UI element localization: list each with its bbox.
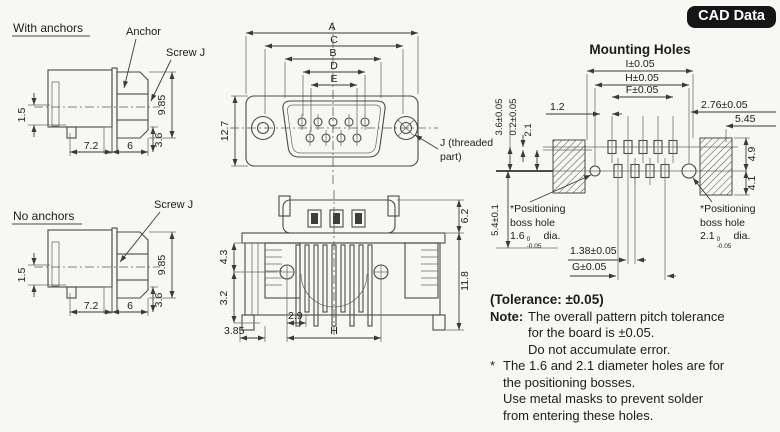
dim-5-45: 5.45: [735, 113, 756, 125]
side-view-no-anchors: [8, 194, 233, 354]
boss-label-line1: *Positioning: [510, 203, 566, 215]
dim-7-2: 7.2: [83, 300, 99, 312]
dim-1-2: 1.2: [550, 101, 565, 113]
dim-c: C: [330, 34, 338, 46]
view-title: With anchors: [13, 21, 84, 35]
boss-label-line2: boss hole: [700, 216, 745, 229]
mounting-holes-title: Mounting Holes: [589, 42, 691, 57]
dim-4-1: 4.1: [746, 175, 758, 191]
dimension-height: [219, 96, 248, 166]
dim-11-8: 11.8: [459, 271, 471, 291]
dim-7-2: 7.2: [83, 140, 99, 152]
view-title: No anchors: [13, 209, 75, 223]
dim-6-2: 6.2: [459, 208, 471, 224]
mounting-holes-view: [488, 30, 780, 292]
note-line2: for the board is ±0.05.: [528, 325, 655, 340]
dim-g: G±0.05: [572, 261, 607, 273]
note-label: Note:: [490, 308, 524, 324]
boss-label-right: [700, 203, 780, 251]
dim-3-2: 3.2: [218, 290, 230, 306]
front-view: [219, 8, 507, 193]
dim-h: H±0.05: [625, 72, 659, 84]
dim-2-76: 2.76±0.05: [701, 99, 748, 111]
dim-6: 6: [127, 140, 133, 152]
note-line1: The overall pattern pitch tolerance: [528, 308, 725, 324]
screw-callout: Screw J: [166, 47, 206, 59]
dim-b: B: [329, 47, 337, 59]
dim-3-6t: 3.6±0.05: [494, 98, 505, 136]
dim-12-7: 12.7: [219, 120, 231, 142]
j-threaded-label-line2: part): [440, 151, 462, 163]
dim-e: E: [330, 73, 338, 85]
side-view-with-anchors: [8, 8, 233, 193]
dim-6: 6: [127, 300, 133, 312]
footnote-line1: The 1.6 and 2.1 diameter holes are for: [503, 358, 725, 373]
connector-outline: [242, 190, 445, 336]
dimensions: [16, 232, 176, 316]
dim-9-85: 9.85: [156, 254, 168, 276]
dim-9-85: 9.85: [156, 94, 168, 116]
pins: [298, 114, 369, 146]
dim-1-38: 1.38±0.05: [570, 245, 617, 257]
dim-d: D: [330, 60, 338, 72]
dim-1-5: 1.5: [16, 107, 28, 123]
dimensions-right: [734, 138, 758, 195]
boss-label-line3: 1.6 0 -0.05 dia.: [510, 230, 561, 251]
footnote-line2: the positioning bosses.: [503, 374, 636, 390]
dimensions-top: [246, 21, 418, 132]
callouts: [124, 26, 205, 101]
callouts: [120, 199, 193, 262]
boss-label-line3: 2.1 0 -0.05 dia.: [700, 230, 751, 251]
bottom-view: [218, 186, 507, 361]
dim-0-2: 0.2±0.05: [508, 98, 519, 136]
dim-a: A: [328, 21, 336, 33]
dim-2-1: 2.1: [523, 123, 534, 137]
note-line3: Do not accumulate error.: [528, 341, 671, 357]
tolerance-heading: (Tolerance: ±0.05): [490, 292, 604, 307]
dim-1-5: 1.5: [16, 267, 28, 283]
dim-h: H: [330, 325, 338, 337]
dim-5-4: 5.4±0.1: [490, 204, 501, 236]
dim-3-85: 3.85: [224, 325, 245, 337]
cad-data-badge[interactable]: CAD Data: [687, 6, 776, 28]
footnote-line4: from entering these holes.: [503, 407, 654, 423]
j-threaded-label-line1: J (threaded: [440, 137, 494, 149]
dimensions: [16, 72, 176, 156]
boss-label-line2: boss hole: [510, 216, 555, 229]
dim-f: F±0.05: [625, 84, 659, 96]
screw-callout: Screw J: [154, 199, 194, 211]
tolerance-notes: [490, 292, 778, 424]
dim-4-3: 4.3: [218, 249, 230, 265]
dim-3-6: 3.6: [153, 292, 165, 308]
boss-label-left: [510, 203, 588, 251]
dim-4-9: 4.9: [746, 146, 758, 162]
mask-area-right: [700, 138, 732, 195]
dim-3-6: 3.6: [153, 132, 165, 148]
anchor-callout: Anchor: [126, 26, 161, 38]
footnote-line3: Use metal masks to prevent solder: [503, 391, 704, 406]
j-callout: [398, 120, 493, 163]
dim-2-9: 2.9: [288, 310, 303, 322]
footnote-asterisk: *: [490, 358, 496, 373]
dim-i: I±0.05: [625, 58, 655, 70]
boss-label-line1: *Positioning: [700, 203, 756, 215]
